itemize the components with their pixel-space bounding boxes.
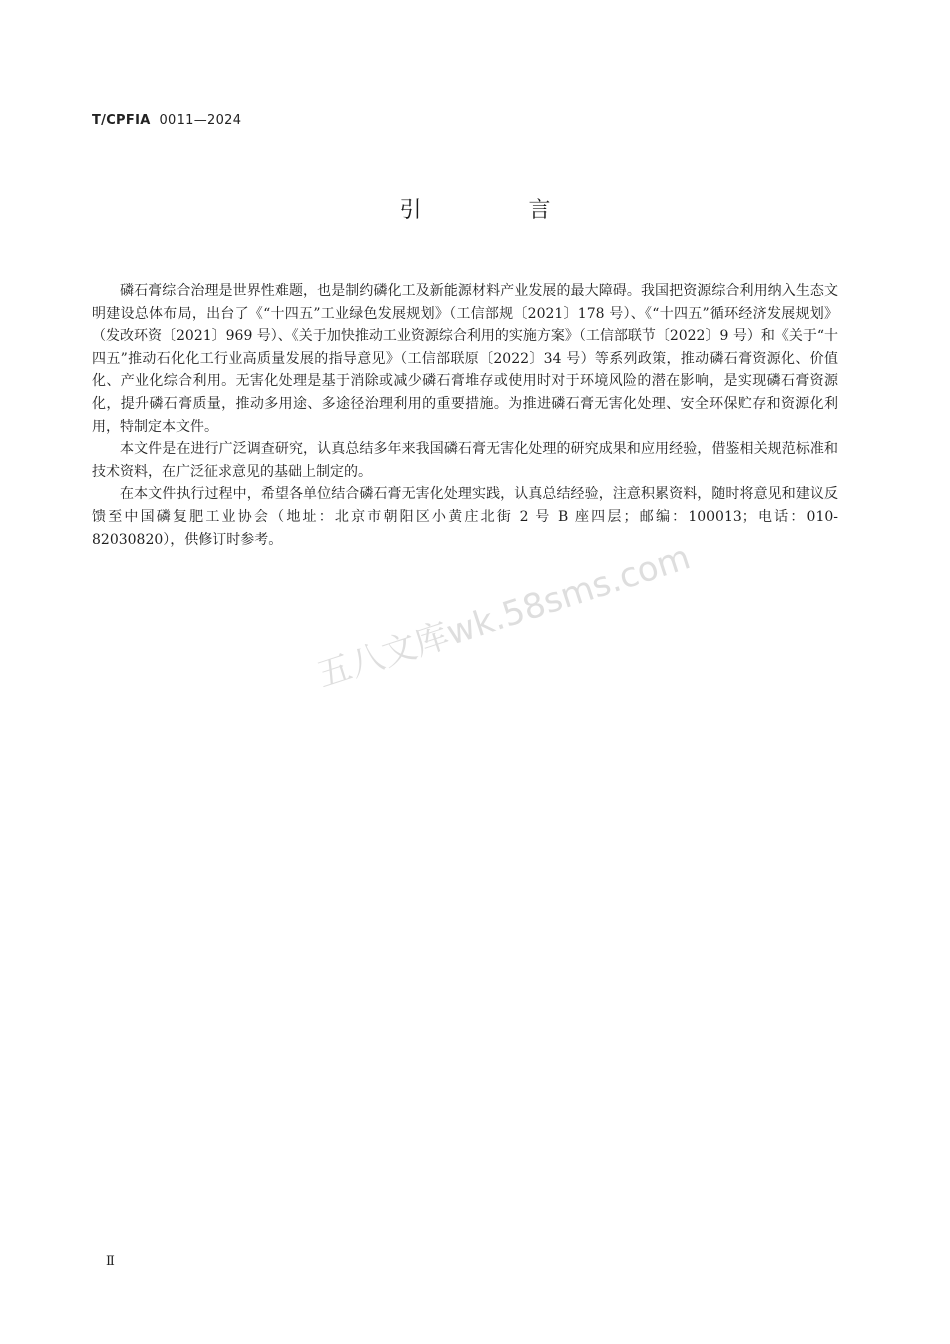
section-title: 引 言	[399, 198, 601, 223]
page-number: Ⅱ	[106, 1254, 115, 1269]
paragraph: 在本文件执行过程中，希望各单位结合磷石膏无害化处理实践，认真总结经验，注意积累资料，随时将意见和建议反馈至中国磷复肥工业协会（地址：北京市朝阳区小黄庄北街 2 号 B 座四层；邮编：100013；电话：010-82030820），供修订时参考。	[92, 486, 838, 548]
standard-prefix: T/CPFIA	[92, 113, 151, 128]
watermark-text: 五八文库wk.58sms.com	[312, 537, 696, 696]
standard-code-header	[92, 113, 241, 128]
foreword-body	[92, 280, 838, 551]
paragraph: 本文件是在进行广泛调查研究，认真总结多年来我国磷石膏无害化处理的研究成果和应用经验，借鉴相关规范标准和技术资料，在广泛征求意见的基础上制定的。	[92, 441, 838, 480]
standard-number: 0011—2024	[159, 113, 242, 128]
paragraph: 磷石膏综合治理是世界性难题，也是制约磷化工及新能源材料产业发展的最大障碍。我国把资源综合利用纳入生态文明建设总体布局，出台了《“十四五”工业绿色发展规划》（工信部规〔2021〕178 号）、《“十四五”循环经济发展规划》（发改环资〔2021〕969 号）、《关于加快推动工业资源综合利用的实施方案》（工信部联节〔2022〕9 号）和《关于“十四五”推动石化化工行业高质量发展的指导意见》（工信部联原〔2022〕34 号）等系列政策，推动磷石膏资源化、价值化、产业化综合利用。无害化处理是基于消除或减少磷石膏堆存或使用时对于环境风险的潜在影响，是实现磷石膏资源化，提升磷石膏质量，推动多用途、多途径治理利用的重要措施。为推进磷石膏无害化处理、安全环保贮存和资源化利用，特制定本文件。	[92, 283, 838, 435]
